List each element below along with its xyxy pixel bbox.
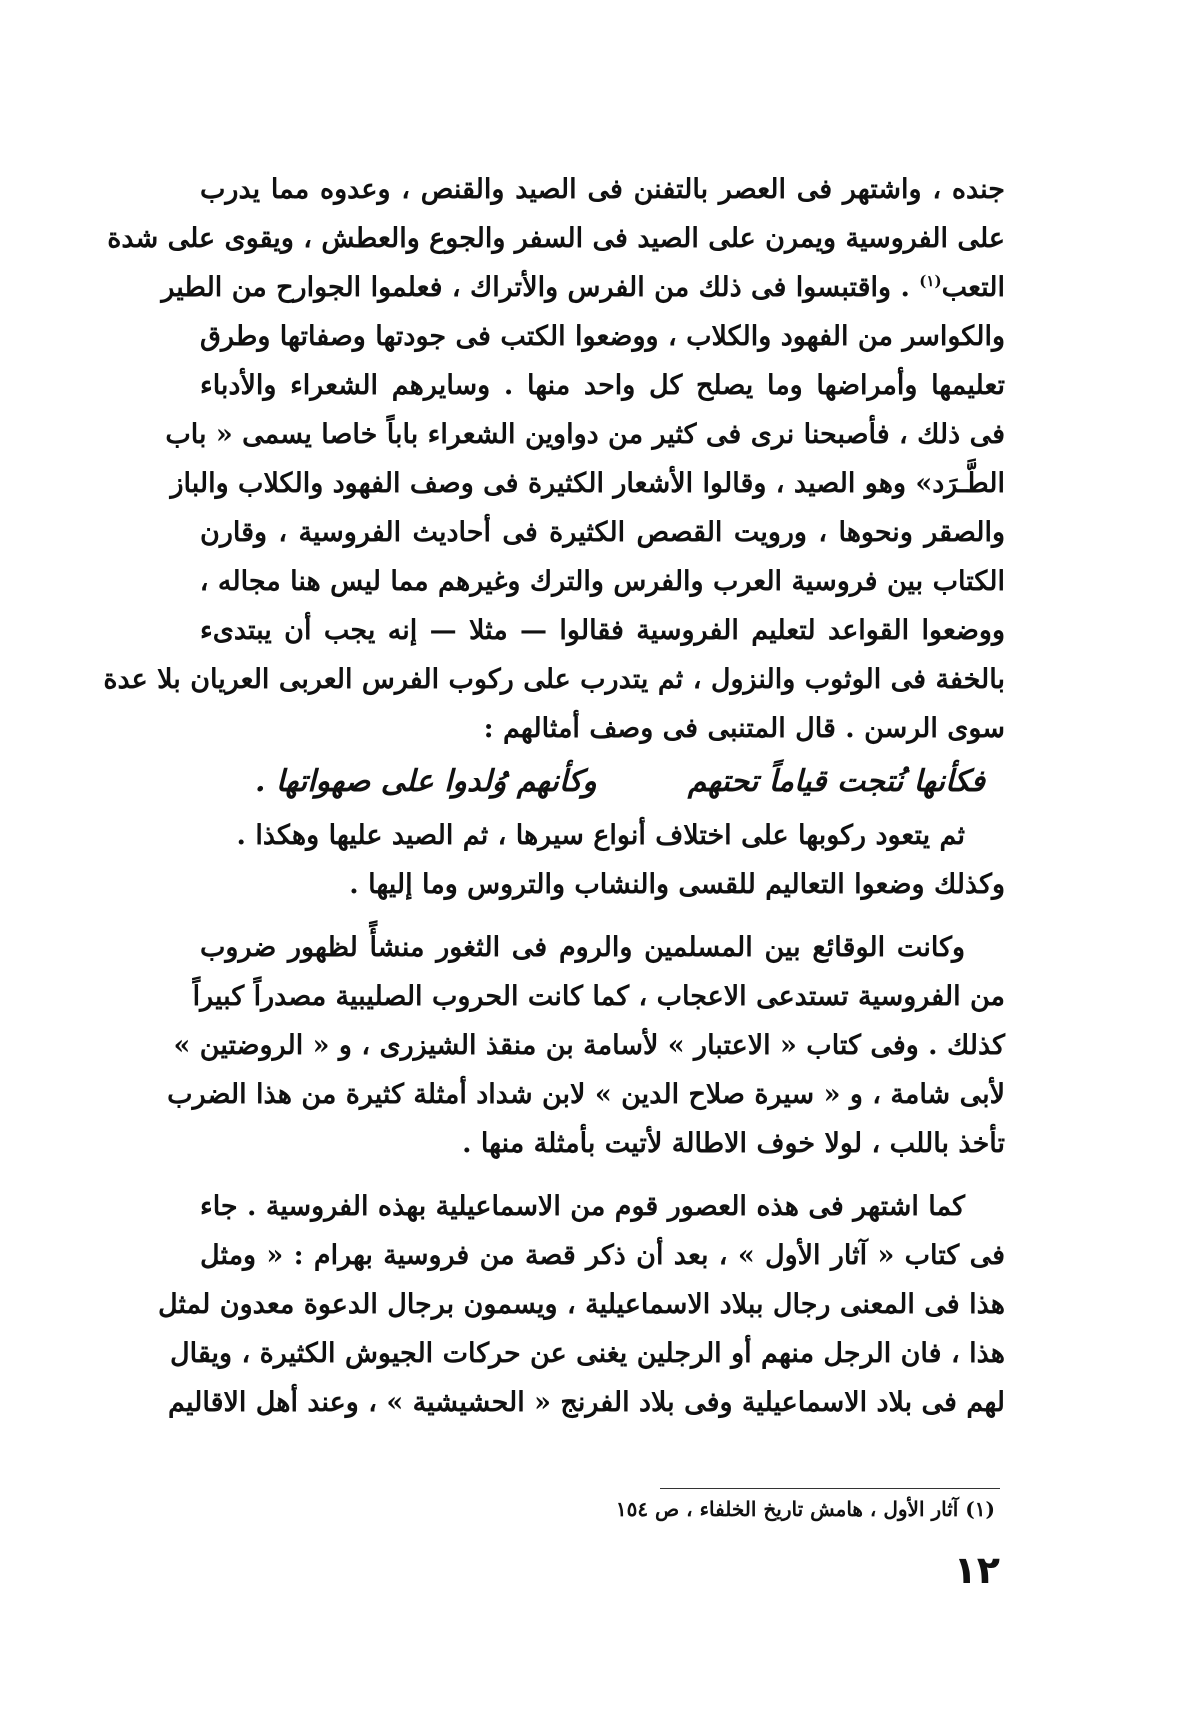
text-line: هذا فى المعنى رجال ببلاد الاسماعيلية ، ويسمون برجال الدعوة معدون لمثل — [157, 1289, 1005, 1320]
text-line: على الفروسية ويمرن على الصيد فى السفر والجوع والعطش ، ويقوى على شدة — [107, 223, 1005, 254]
poetry-verse — [200, 753, 1005, 811]
verse-hemistich-second: وكأنهم وُلدوا على صهواتها . — [255, 764, 597, 799]
main-text — [103, 165, 1005, 1427]
text-line: والكواسر من الفهود والكلاب ، ووضعوا الكتب فى جودتها وصفاتها وطرق — [200, 321, 1005, 352]
text-line: بالخفة فى الوثوب والنزول ، ثم يتدرب على ركوب الفرس العربى العريان بلا عدة — [103, 664, 1005, 695]
text-line: لهم فى بلاد الاسماعيلية وفى بلاد الفرنج « الحشيشية » ، وعند أهل الاقاليم — [168, 1387, 1005, 1418]
text-line: فى ذلك ، فأصبحنا نرى فى كثير من دواوين الشعراء باباً خاصا يسمى « باب — [165, 419, 1005, 450]
text-line: كما اشتهر فى هذه العصور قوم من الاسماعيلية بهذه الفروسية . جاء — [200, 1191, 965, 1222]
text-fragment: التعب — [941, 272, 1005, 303]
text-line: وكانت الوقائع بين المسلمين والروم فى الثغور منشأً لظهور ضروب — [200, 932, 965, 963]
footnote-marker: (١) — [919, 272, 942, 290]
footnote: (١) آثار الأول ، هامش تاريخ الخلفاء ، ص ١٥٤ — [615, 1497, 995, 1521]
verse-hemistich-first: فكأنها نُتجت قياماً تحتهم — [687, 764, 985, 799]
text-line: تأخذ باللب ، لولا خوف الاطالة لأتيت بأمثلة منها . — [462, 1128, 1005, 1159]
text-line: الطَّـرَد» وهو الصيد ، وقالوا الأشعار الكثيرة فى وصف الفهود والكلاب والباز — [170, 468, 1005, 499]
text-line: لأبى شامة ، و « سيرة صلاح الدين » لابن شداد أمثلة كثيرة من هذا الضرب — [167, 1079, 1005, 1110]
text-line: ووضعوا القواعد لتعليم الفروسية فقالوا — مثلا — إنه يجب أن يبتدىء — [200, 615, 1005, 646]
paragraph-4 — [157, 1182, 1005, 1427]
paragraph-1 — [103, 165, 1005, 753]
text-line: كذلك . وفى كتاب « الاعتبار » لأسامة بن منقذ الشيزرى ، و « الروضتين » — [173, 1030, 1005, 1061]
footnote-divider — [660, 1488, 1000, 1489]
page-number: ١٢ — [953, 1548, 1000, 1592]
text-line: الكتاب بين فروسية العرب والفرس والترك وغيرهم مما ليس هنا مجاله ، — [199, 566, 1005, 597]
text-line — [161, 263, 1005, 312]
text-line: جنده ، واشتهر فى العصر بالتفنن فى الصيد والقنص ، وعدوه مما يدرب — [200, 174, 1005, 205]
text-line: سوى الرسن . قال المتنبى فى وصف أمثالهم : — [483, 713, 1005, 744]
text-line: والصقر ونحوها ، ورويت القصص الكثيرة فى أحاديث الفروسية ، وقارن — [200, 517, 1005, 548]
text-line: فى كتاب « آثار الأول » ، بعد أن ذكر قصة من فروسية بهرام : « ومثل — [200, 1240, 1005, 1271]
text-fragment: . واقتبسوا فى ذلك من الفرس والأتراك ، فعلموا الجوارح من الطير — [161, 272, 920, 303]
text-line: ثم يتعود ركوبها على اختلاف أنواع سيرها ، ثم الصيد عليها وهكذا . — [236, 820, 965, 851]
paragraph-3 — [167, 923, 1005, 1168]
text-line: تعليمها وأمراضها وما يصلح كل واحد منها . وسايرهم الشعراء والأدباء — [200, 370, 1005, 401]
paragraph-2 — [200, 811, 1005, 909]
text-line: هذا ، فان الرجل منهم أو الرجلين يغنى عن حركات الجيوش الكثيرة ، ويقال — [170, 1338, 1005, 1369]
text-line: وكذلك وضعوا التعاليم للقسى والنشاب والتروس وما إليها . — [349, 869, 1005, 900]
text-line: من الفروسية تستدعى الاعجاب ، كما كانت الحروب الصليبية مصدراً كبيراً — [192, 981, 1005, 1012]
